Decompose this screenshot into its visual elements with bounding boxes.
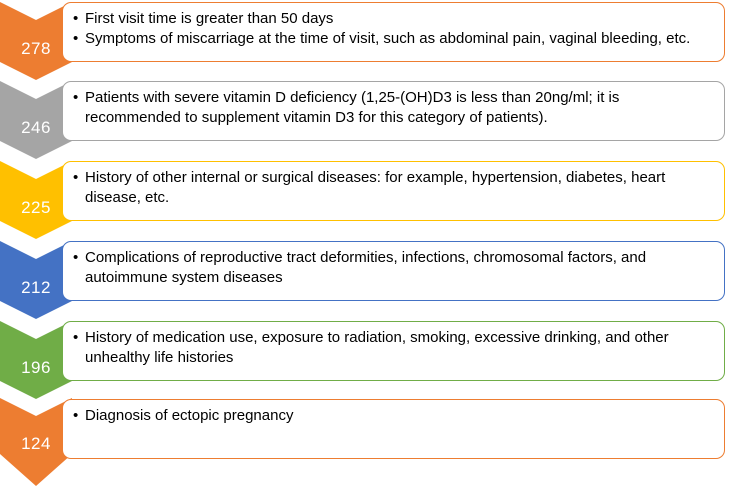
criterion-bullet: • History of other internal or surgical diseases: for example, hypertension, diabetes, heart disease, etc. bbox=[73, 168, 714, 208]
criterion-bullet: • Diagnosis of ectopic pregnancy bbox=[73, 406, 714, 426]
criterion-bullet: • Complications of reproductive tract deformities, infections, chromosomal factors, and autoimmune system diseases bbox=[73, 248, 714, 288]
step-6-box bbox=[62, 399, 725, 459]
criterion-bullet: • First visit time is greater than 50 days bbox=[73, 9, 714, 29]
step-2 bbox=[0, 81, 729, 161]
step-4 bbox=[0, 241, 729, 321]
step-6 bbox=[0, 398, 729, 478]
step-4-count: 212 bbox=[21, 278, 51, 297]
step-5-count: 196 bbox=[21, 358, 51, 377]
step-4-box bbox=[62, 241, 725, 301]
step-3-count: 225 bbox=[21, 198, 51, 217]
criterion-bullet: • Symptoms of miscarriage at the time of visit, such as abdominal pain, vaginal bleeding, etc. bbox=[73, 29, 714, 49]
step-1-count: 278 bbox=[21, 39, 51, 58]
step-5-box bbox=[62, 321, 725, 381]
step-1-box bbox=[62, 2, 725, 62]
step-2-count: 246 bbox=[21, 118, 51, 137]
step-3-box bbox=[62, 161, 725, 221]
step-2-box bbox=[62, 81, 725, 141]
criterion-bullet: • Patients with severe vitamin D deficiency (1,25-(OH)D3 is less than 20ng/ml; it is recommended to supplement vitamin D3 for this category of patients). bbox=[73, 88, 714, 128]
step-5 bbox=[0, 321, 729, 401]
step-3 bbox=[0, 161, 729, 241]
step-1 bbox=[0, 2, 729, 82]
step-6-count: 124 bbox=[21, 434, 51, 453]
criterion-bullet: • History of medication use, exposure to radiation, smoking, excessive drinking, and other unhealthy life histories bbox=[73, 328, 714, 368]
